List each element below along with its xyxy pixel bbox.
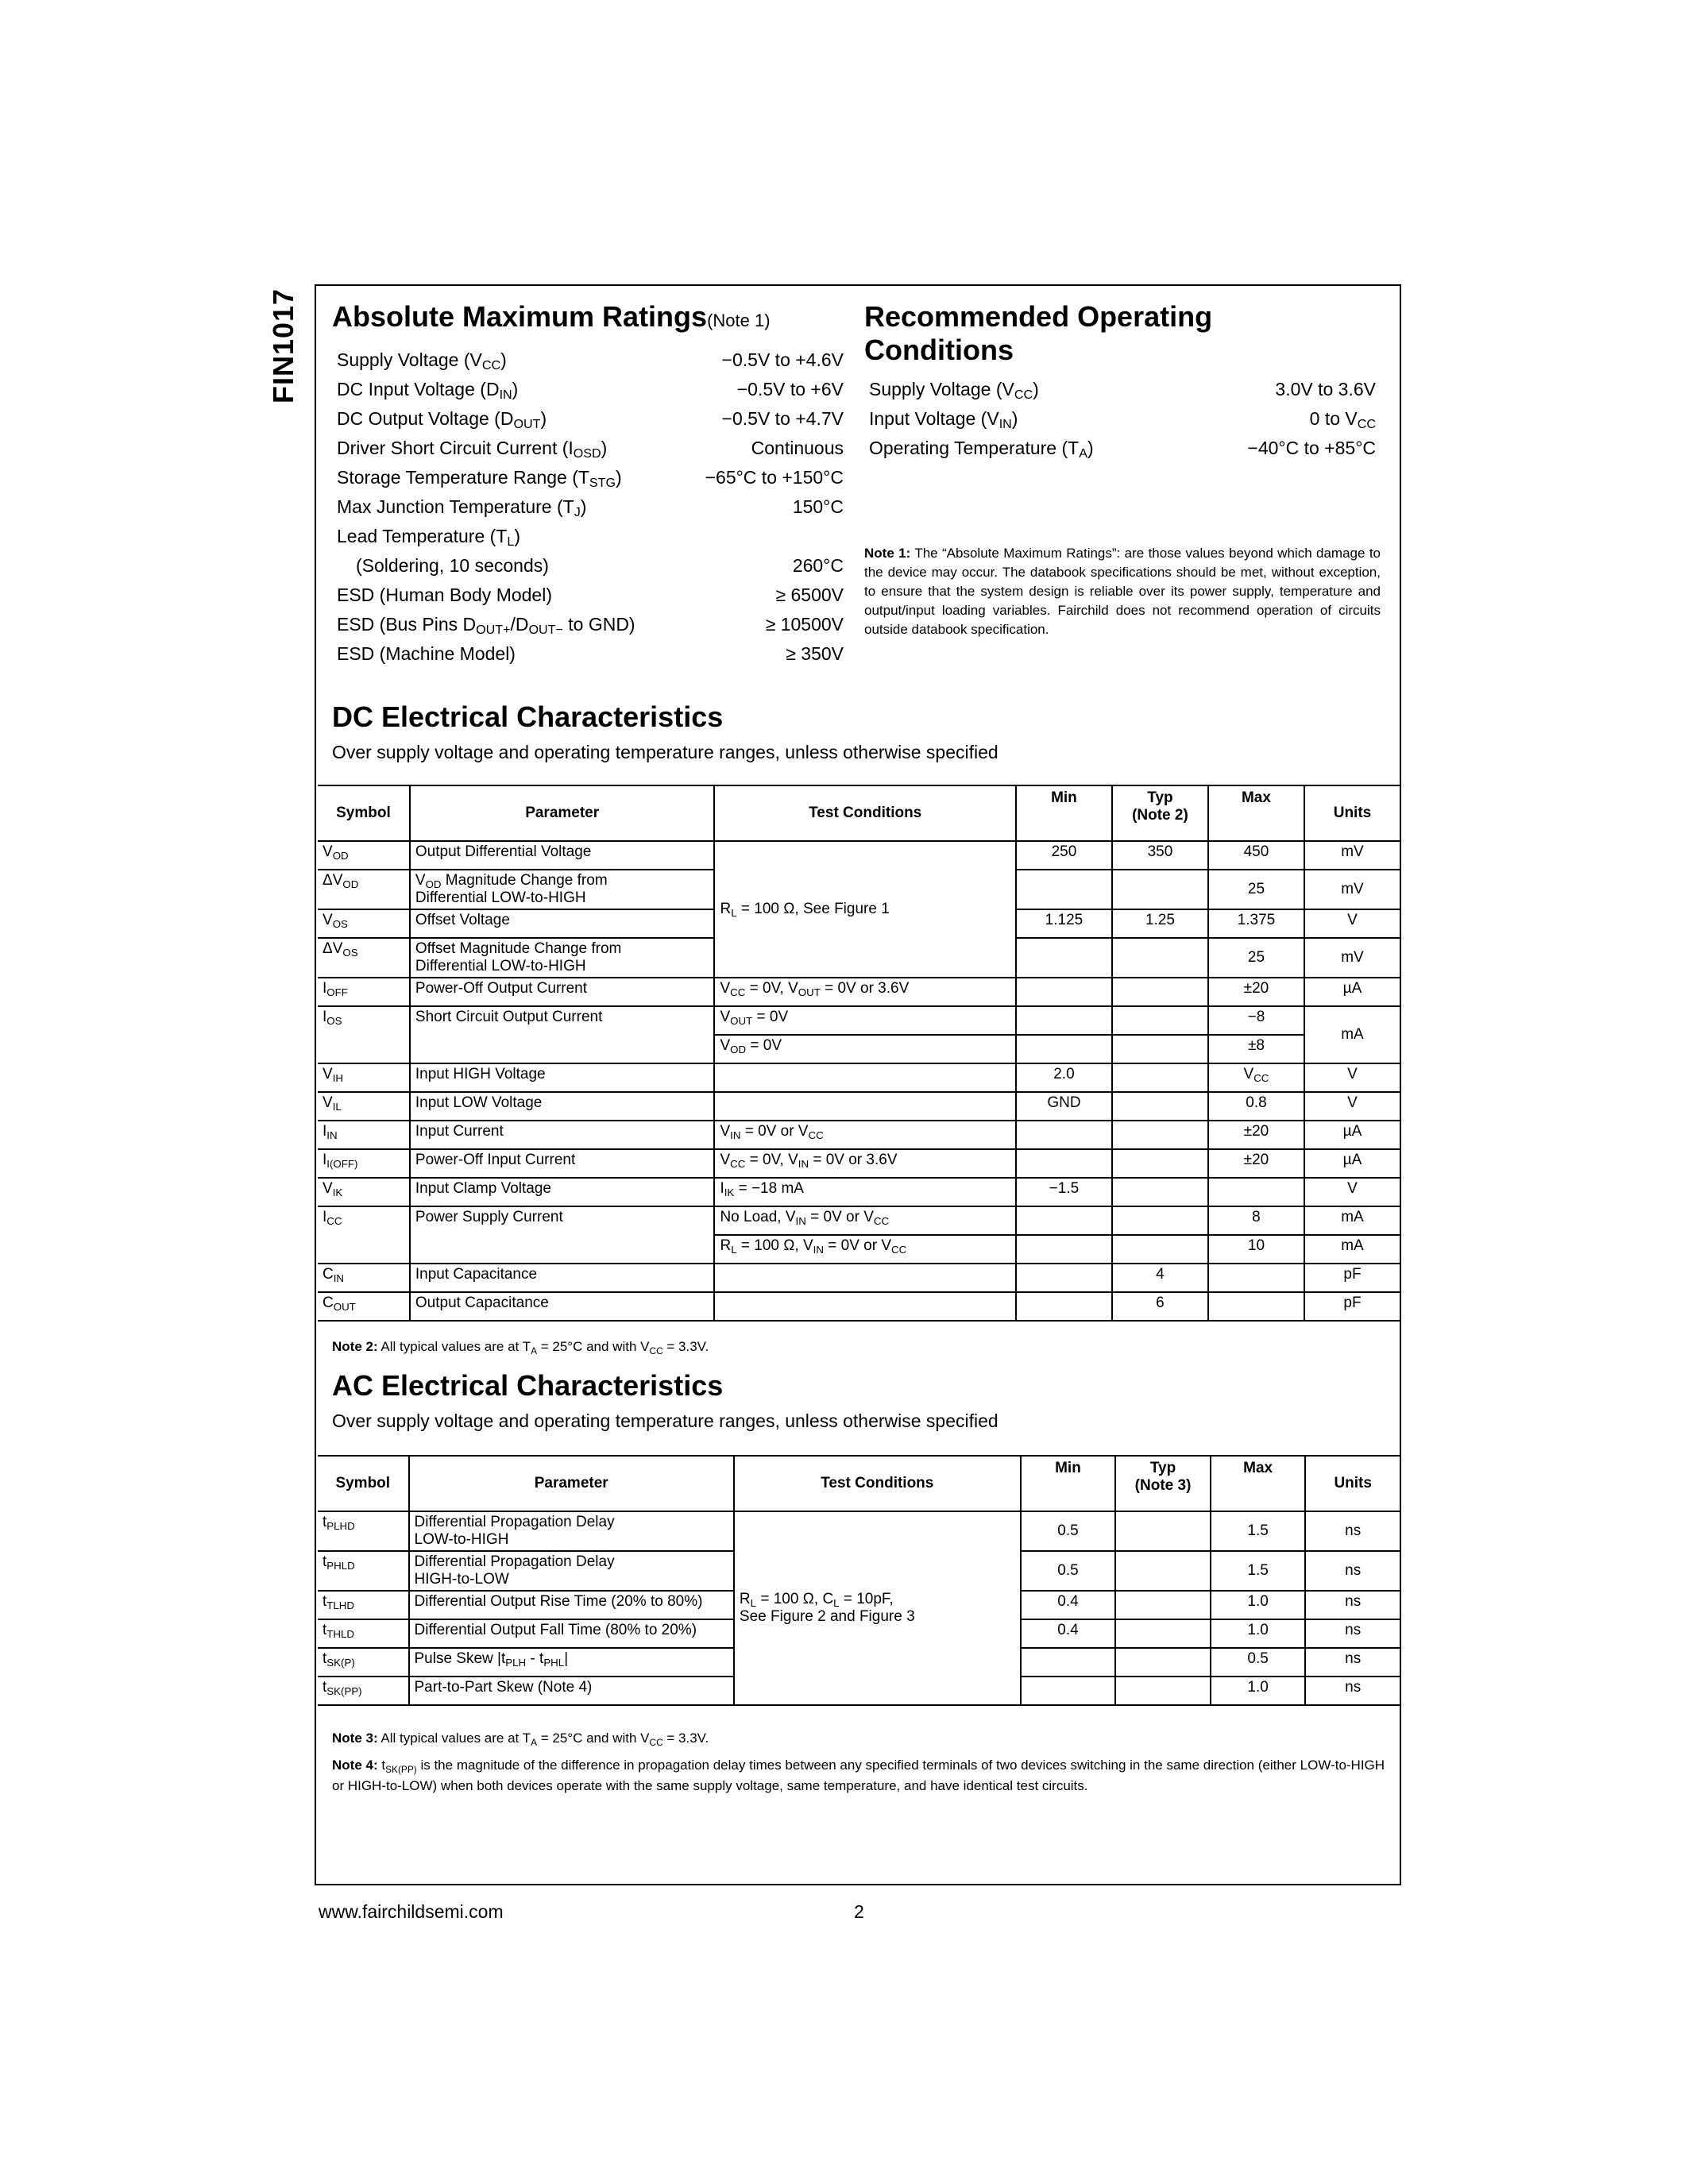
dc-row <box>318 1292 1400 1321</box>
note-3: Note 3: All typical values are at $T_A = 25^\circ C$ and with $V_{CC} = 3.3V$. <box>332 1731 709 1748</box>
header-row <box>318 785 1400 841</box>
parameter-cell: $V_{OD}$ Magnitude Change from Differential LOW-to-HIGH <box>410 870 715 909</box>
parameter-cell: Input HIGH Voltage <box>410 1063 715 1092</box>
symbol-cell: $I_{I(OFF)}$ <box>318 1149 410 1178</box>
units-cell: ns <box>1305 1648 1400 1677</box>
rating-label: ESD (Machine Model) <box>337 643 516 664</box>
units-cell: mA <box>1304 1206 1400 1235</box>
parameter-cell: Input Capacitance <box>410 1264 715 1292</box>
parameter-cell: Output Differential Voltage <box>410 841 715 870</box>
max-cell: 25 <box>1208 938 1304 978</box>
dc-row <box>318 1206 1400 1235</box>
note-1-label: Note 1: <box>864 546 911 561</box>
parameter-cell: Power-Off Input Current <box>410 1149 715 1178</box>
typ-cell <box>1112 870 1208 909</box>
parameter-cell: Input Current <box>410 1121 715 1149</box>
symbol-cell: $t_{SK(P)}$ <box>318 1648 409 1677</box>
max-cell: 25 <box>1208 870 1304 909</box>
max-cell: 1.5 <box>1211 1551 1306 1591</box>
rating-label: ESD (Human Body Model) <box>337 585 552 605</box>
test-condition-cell <box>714 1092 1015 1121</box>
max-cell <box>1208 1178 1304 1206</box>
rating-label: ESD (Bus Pins $D_{OUT+}/D_{OUT-}$ to GND) <box>337 614 635 637</box>
symbol-cell: $V_{OD}$ <box>318 841 410 870</box>
rating-value: 150°C <box>792 496 844 517</box>
abs-max-row <box>332 404 848 434</box>
max-header: Max <box>1211 1456 1306 1511</box>
test-condition-cell <box>714 1063 1015 1092</box>
rating-value: 260°C <box>792 555 844 576</box>
typ-cell <box>1112 1035 1208 1063</box>
note-4: Note 4: $t_{SK(PP)}$ is the magnitude of the difference in propagation delay times between any specified terminals of two devices switching in the same direction (either LOW-to-HIGH or HIGH-to-LOW) when both devices operate with the same supply voltage, same temperature, and have identical test circuits. <box>332 1758 1385 1793</box>
test-condition-cell: $V_{CC} = 0V$, $V_{IN} = 0V$ or 3.6V <box>714 1149 1015 1178</box>
rating-label: DC Output Voltage $(D_{OUT})$ <box>337 408 547 431</box>
min-cell <box>1016 1292 1112 1321</box>
symbol-cell: $V_{OS}$ <box>318 909 410 938</box>
typ-cell <box>1112 1206 1208 1235</box>
symbol-cell: $I_{OS}$ <box>318 1006 410 1063</box>
typ-cell <box>1115 1677 1211 1705</box>
test-condition-cell <box>714 1292 1015 1321</box>
units-cell: ns <box>1305 1677 1400 1705</box>
max-cell: −8 <box>1208 1006 1304 1035</box>
units-cell: V <box>1304 909 1400 938</box>
dc-row <box>318 1149 1400 1178</box>
abs-max-title-text: Absolute Maximum Ratings <box>332 300 708 333</box>
test-conditions-header: Test Conditions <box>734 1456 1021 1511</box>
parameter-cell: Power Supply Current <box>410 1206 715 1264</box>
typ-header: Typ (Note 2) <box>1112 785 1208 841</box>
symbol-cell: $V_{IL}$ <box>318 1092 410 1121</box>
min-cell <box>1016 1006 1112 1035</box>
units-cell: ns <box>1305 1511 1400 1551</box>
max-cell: ±8 <box>1208 1035 1304 1063</box>
dc-row <box>318 1063 1400 1092</box>
abs-max-row <box>332 492 848 522</box>
rec-op-title: Recommended Operating Conditions <box>864 300 1213 366</box>
ac-table <box>318 1455 1400 1706</box>
min-cell <box>1021 1677 1116 1705</box>
dc-row <box>318 1092 1400 1121</box>
test-condition-cell: $V_{IN} = 0V$ or $V_{CC}$ <box>714 1121 1015 1149</box>
min-cell: 250 <box>1016 841 1112 870</box>
abs-max-row <box>332 551 848 581</box>
dc-row <box>318 1178 1400 1206</box>
rating-value: −65°C to +150°C <box>705 467 844 488</box>
max-cell: 1.0 <box>1211 1619 1306 1648</box>
test-conditions-header: Test Conditions <box>714 785 1015 841</box>
abs-max-row <box>332 434 848 463</box>
max-cell: ±20 <box>1208 1121 1304 1149</box>
test-condition-cell: $V_{OUT} = 0V$ <box>714 1006 1015 1035</box>
min-header: Min <box>1016 785 1112 841</box>
rating-value <box>681 522 848 551</box>
symbol-cell: $C_{IN}$ <box>318 1264 410 1292</box>
max-cell: ±20 <box>1208 978 1304 1006</box>
typ-cell <box>1112 1235 1208 1264</box>
units-cell: µA <box>1304 978 1400 1006</box>
abs-max-row <box>332 375 848 404</box>
rating-label: Lead Temperature $(T_L)$ <box>337 526 520 549</box>
test-condition-cell: $R_L = 100$ Ω, $V_{IN} = 0V$ or $V_{CC}$ <box>714 1235 1015 1264</box>
units-header: Units <box>1305 1456 1400 1511</box>
parameter-cell: Offset Voltage <box>410 909 715 938</box>
typ-cell <box>1112 938 1208 978</box>
abs-max-row <box>332 581 848 610</box>
parameter-cell: Short Circuit Output Current <box>410 1006 715 1063</box>
max-cell: 1.0 <box>1211 1677 1306 1705</box>
min-cell: 0.4 <box>1021 1591 1116 1619</box>
min-cell: −1.5 <box>1016 1178 1112 1206</box>
symbol-cell: $I_{OFF}$ <box>318 978 410 1006</box>
units-cell: V <box>1304 1092 1400 1121</box>
dc-row <box>318 978 1400 1006</box>
header-row <box>318 1456 1400 1511</box>
units-cell: pF <box>1304 1292 1400 1321</box>
min-cell <box>1016 1035 1112 1063</box>
typ-cell <box>1115 1551 1211 1591</box>
parameter-header: Parameter <box>409 1456 734 1511</box>
rating-label: (Soldering, 10 seconds) <box>356 555 549 576</box>
absolute-maximum-ratings <box>332 300 848 669</box>
max-cell: ±20 <box>1208 1149 1304 1178</box>
rating-value: Continuous <box>751 438 844 458</box>
max-cell: 10 <box>1208 1235 1304 1264</box>
symbol-cell: $I_{CC}$ <box>318 1206 410 1264</box>
note-1-text: The “Absolute Maximum Ratings”: are those values beyond which damage to the device may occur. The databook specifications should be met, without exception, to ensure that the system design is reliable over its power supply, temperature and output/input loading variables. Fairchild does not recommend operation of circuits outside databook specification. <box>864 546 1381 637</box>
condition-label: Supply Voltage $(V_{CC})$ <box>869 379 1039 402</box>
rating-label: Supply Voltage $(V_{CC})$ <box>337 349 507 372</box>
condition-value: 0 to $V_{CC}$ <box>1309 408 1376 431</box>
test-condition-cell: No Load, $V_{IN} = 0V$ or $V_{CC}$ <box>714 1206 1015 1235</box>
max-cell: 1.0 <box>1211 1591 1306 1619</box>
min-cell <box>1021 1648 1116 1677</box>
rec-op-table <box>864 375 1381 463</box>
parameter-cell: Offset Magnitude Change from Differential LOW-to-HIGH <box>410 938 715 978</box>
abs-max-row <box>332 463 848 492</box>
min-cell <box>1016 1264 1112 1292</box>
symbol-cell: $t_{THLD}$ <box>318 1619 409 1648</box>
abs-max-row <box>332 345 848 375</box>
dc-subtitle: Over supply voltage and operating temperature ranges, unless otherwise specified <box>332 742 999 762</box>
ac-section <box>332 1369 1389 1432</box>
condition-value: 3.0V to 3.6V <box>1275 379 1376 399</box>
typ-cell <box>1115 1511 1211 1551</box>
condition-label: Input Voltage $(V_{IN})$ <box>869 408 1018 431</box>
typ-cell <box>1112 1063 1208 1092</box>
dc-table <box>318 785 1400 1322</box>
test-condition-cell: $R_L = 100$ Ω, $C_L = 10pF$, See Figure 2 and Figure 3 <box>734 1511 1021 1705</box>
rating-value: ≥ 350V <box>786 643 844 664</box>
parameter-cell: Differential Output Fall Time (80% to 20%) <box>409 1619 734 1648</box>
typ-cell: 1.25 <box>1112 909 1208 938</box>
min-cell: 1.125 <box>1016 909 1112 938</box>
typ-cell: 350 <box>1112 841 1208 870</box>
abs-max-row <box>332 610 848 639</box>
symbol-cell: $t_{TLHD}$ <box>318 1591 409 1619</box>
units-cell: µA <box>1304 1149 1400 1178</box>
dc-row <box>318 1006 1400 1035</box>
rec-op-row <box>864 404 1381 434</box>
symbol-cell: $I_{IN}$ <box>318 1121 410 1149</box>
min-cell: 2.0 <box>1016 1063 1112 1092</box>
content-frame <box>315 284 1401 1885</box>
test-condition-cell: $V_{OD} = 0V$ <box>714 1035 1015 1063</box>
side-part-number: FIN1017 <box>267 287 299 403</box>
units-cell: V <box>1304 1178 1400 1206</box>
parameter-cell: Pulse Skew $|t_{PLH} - t_{PHL}|$ <box>409 1648 734 1677</box>
dc-row <box>318 1121 1400 1149</box>
symbol-header: Symbol <box>318 785 410 841</box>
symbol-cell: $V_{IH}$ <box>318 1063 410 1092</box>
min-cell <box>1016 1149 1112 1178</box>
rating-label: Max Junction Temperature $(T_J)$ <box>337 496 587 519</box>
symbol-cell: $C_{OUT}$ <box>318 1292 410 1321</box>
typ-cell <box>1115 1619 1211 1648</box>
typ-cell <box>1115 1648 1211 1677</box>
min-cell: 0.5 <box>1021 1551 1116 1591</box>
min-header: Min <box>1021 1456 1116 1511</box>
min-cell <box>1016 1206 1112 1235</box>
symbol-header: Symbol <box>318 1456 409 1511</box>
rating-label: Storage Temperature Range $(T_{STG})$ <box>337 467 622 490</box>
footer-url: www.fairchildsemi.com <box>319 1901 504 1922</box>
units-cell: V <box>1304 1063 1400 1092</box>
min-cell <box>1016 938 1112 978</box>
abs-max-table <box>332 345 848 669</box>
typ-cell <box>1112 1178 1208 1206</box>
symbol-cell: $\Delta V_{OD}$ <box>318 870 410 909</box>
rating-label: Driver Short Circuit Current $(I_{OSD})$ <box>337 438 608 461</box>
parameter-header: Parameter <box>410 785 715 841</box>
typ-cell: 6 <box>1112 1292 1208 1321</box>
max-cell: 0.5 <box>1211 1648 1306 1677</box>
max-cell: 1.5 <box>1211 1511 1306 1551</box>
min-cell <box>1016 978 1112 1006</box>
condition-label: Operating Temperature $(T_A)$ <box>869 438 1094 461</box>
symbol-cell: $t_{PLHD}$ <box>318 1511 409 1551</box>
rec-op-row <box>864 375 1381 404</box>
units-cell: mV <box>1304 841 1400 870</box>
dc-title: DC Electrical Characteristics <box>332 700 724 733</box>
min-cell: 0.5 <box>1021 1511 1116 1551</box>
parameter-cell: Power-Off Output Current <box>410 978 715 1006</box>
symbol-cell: $V_{IK}$ <box>318 1178 410 1206</box>
min-cell <box>1016 870 1112 909</box>
symbol-cell: $\Delta V_{OS}$ <box>318 938 410 978</box>
symbol-cell: $t_{SK(PP)}$ <box>318 1677 409 1705</box>
min-cell <box>1016 1121 1112 1149</box>
parameter-cell: Output Capacitance <box>410 1292 715 1321</box>
units-cell: mV <box>1304 938 1400 978</box>
min-cell: GND <box>1016 1092 1112 1121</box>
min-cell: 0.4 <box>1021 1619 1116 1648</box>
units-cell: ns <box>1305 1619 1400 1648</box>
max-cell: $V_{CC}$ <box>1208 1063 1304 1092</box>
ac-title: AC Electrical Characteristics <box>332 1369 724 1402</box>
rec-op-row <box>864 434 1381 463</box>
abs-max-title-note: (Note 1) <box>707 311 771 330</box>
parameter-cell: Differential Propagation Delay LOW-to-HIGH <box>409 1511 734 1551</box>
parameter-cell: Input LOW Voltage <box>410 1092 715 1121</box>
note-2: Note 2: All typical values are at $T_A = 25^\circ C$ and with $V_{CC} = 3.3V$. <box>332 1339 709 1356</box>
parameter-cell: Differential Propagation Delay HIGH-to-LOW <box>409 1551 734 1591</box>
rating-value: ≥ 10500V <box>765 614 844 635</box>
rating-value: −0.5V to +4.7V <box>721 408 844 429</box>
ac-subtitle: Over supply voltage and operating temperature ranges, unless otherwise specified <box>332 1410 999 1431</box>
dc-row <box>318 841 1400 870</box>
abs-max-row <box>332 522 848 551</box>
abs-max-row <box>332 639 848 669</box>
test-condition-cell: $R_L = 100$ Ω, See Figure 1 <box>714 841 1015 978</box>
units-header: Units <box>1304 785 1400 841</box>
typ-header: Typ (Note 3) <box>1115 1456 1211 1511</box>
units-cell: ns <box>1305 1591 1400 1619</box>
typ-cell <box>1112 978 1208 1006</box>
abs-max-title <box>332 300 848 338</box>
max-header: Max <box>1208 785 1304 841</box>
typ-cell <box>1112 1092 1208 1121</box>
parameter-cell: Part-to-Part Skew (Note 4) <box>409 1677 734 1705</box>
units-cell: mA <box>1304 1006 1400 1063</box>
typ-cell <box>1112 1121 1208 1149</box>
max-cell: 8 <box>1208 1206 1304 1235</box>
max-cell: 0.8 <box>1208 1092 1304 1121</box>
typ-cell <box>1115 1591 1211 1619</box>
min-cell <box>1016 1235 1112 1264</box>
max-cell <box>1208 1292 1304 1321</box>
max-cell <box>1208 1264 1304 1292</box>
units-cell: ns <box>1305 1551 1400 1591</box>
max-cell: 1.375 <box>1208 909 1304 938</box>
condition-value: −40°C to +85°C <box>1247 438 1376 458</box>
units-cell: µA <box>1304 1121 1400 1149</box>
typ-cell <box>1112 1149 1208 1178</box>
units-cell: mA <box>1304 1235 1400 1264</box>
recommended-operating-conditions <box>864 300 1381 639</box>
units-cell: mV <box>1304 870 1400 909</box>
rating-value: −0.5V to +6V <box>736 379 844 399</box>
parameter-cell: Differential Output Rise Time (20% to 80%) <box>409 1591 734 1619</box>
typ-cell <box>1112 1006 1208 1035</box>
rating-value: −0.5V to +4.6V <box>721 349 844 370</box>
symbol-cell: $t_{PHLD}$ <box>318 1551 409 1591</box>
test-condition-cell <box>714 1264 1015 1292</box>
units-cell: pF <box>1304 1264 1400 1292</box>
max-cell: 450 <box>1208 841 1304 870</box>
ac-row <box>318 1511 1400 1551</box>
rating-label: DC Input Voltage $(D_{IN})$ <box>337 379 519 402</box>
test-condition-cell: $V_{CC} = 0V$, $V_{OUT} = 0V$ or 3.6V <box>714 978 1015 1006</box>
dc-section <box>332 700 1389 763</box>
test-condition-cell: $I_{IK} = -18$ mA <box>714 1178 1015 1206</box>
typ-cell: 4 <box>1112 1264 1208 1292</box>
note-1 <box>864 544 1381 639</box>
footer-page-number: 2 <box>854 1901 864 1922</box>
rating-value: ≥ 6500V <box>775 585 844 605</box>
parameter-cell: Input Clamp Voltage <box>410 1178 715 1206</box>
dc-row <box>318 1264 1400 1292</box>
